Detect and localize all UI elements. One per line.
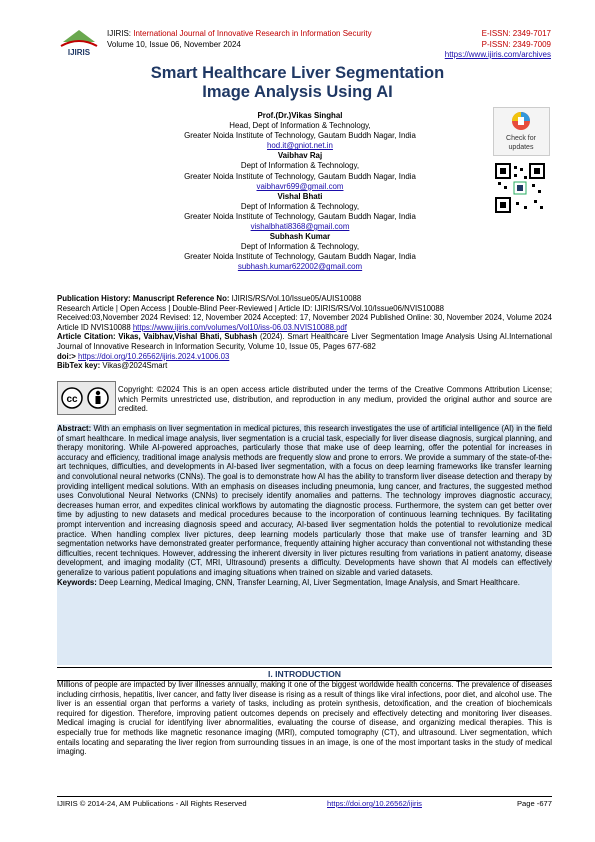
author-email[interactable]: vishalbhati8368@gmail.com <box>250 222 350 232</box>
cc-license-icon <box>57 381 116 415</box>
author-email[interactable]: subhash.kumar622002@gmail.com <box>237 262 363 272</box>
dates-link[interactable]: https://www.ijiris.com/volumes/Vol10/iss-06.03.NVIS10088.pdf <box>132 322 347 332</box>
eissn: E-ISSN: 2349-7017 <box>481 29 551 38</box>
journal-short: IJIRIS: <box>107 29 132 38</box>
author-block <box>150 192 450 232</box>
footer-copyright: IJIRIS © 2014-24, AM Publications - All Rights Reserved <box>57 799 247 808</box>
author-dept: Head, Dept of Information & Technology, <box>229 121 371 131</box>
bibtex-value: Vikas@2024Smart <box>102 361 168 371</box>
author-dept: Dept of Information & Technology, <box>240 201 360 211</box>
history-value: IJIRIS/RS/Vol.10/Issue05/AUIS10088 <box>231 294 362 303</box>
author-list <box>150 111 450 273</box>
bibtex-label: BibTex key: <box>57 361 101 371</box>
author-dept: Dept of Information & Technology, <box>240 161 360 171</box>
author-block <box>150 151 450 191</box>
author-affiliation: Greater Noida Institute of Technology, Gautam Buddh Nagar, India <box>184 171 416 181</box>
author-name: Vaibhav Raj <box>277 151 323 161</box>
page-number: Page -677 <box>516 799 552 808</box>
keywords-label: Keywords: <box>57 577 97 587</box>
keywords-text: Deep Learning, Medical Imaging, CNN, Transfer Learning, AI, Liver Segmentation, Image Analysis, and Smart Healthcare. <box>99 577 520 587</box>
journal-name: International Journal of Innovative Research in Information Security <box>133 29 372 38</box>
author-name: Vishal Bhati <box>277 191 323 201</box>
citation-label: Article Citation: Vikas, Vaibhav,Vishal Bhati, Subhash <box>57 332 258 342</box>
author-name: Subhash Kumar <box>269 232 331 242</box>
copyright-text: Copyright: ©2024 This is an open access article distributed under the terms of the Creative Commons Attribution License; which Permits unrestricted use, distribution, and reproduction in any medium, provided the original author and source are credited. <box>118 385 552 414</box>
author-name: Prof.(Dr.)Vikas Singhal <box>257 111 343 120</box>
abstract <box>57 424 552 587</box>
qr-code-icon <box>494 162 546 214</box>
author-affiliation: Greater Noida Institute of Technology, Gautam Buddh Nagar, India <box>184 211 416 221</box>
author-email[interactable]: vaibhavr699@gmail.com <box>256 181 344 191</box>
check-for-updates-badge[interactable] <box>493 107 550 156</box>
title-line-2: Image Analysis Using AI <box>202 83 393 101</box>
svg-text:cc: cc <box>66 394 78 405</box>
citation-text: (2024). Smart Healthcare Liver Segmentation Image Analysis Using AI.International Journal of Innovative Research in Information Security, Volume 10, Issue 05, Pages 677-682 <box>57 332 552 351</box>
author-affiliation: Greater Noida Institute of Technology, Gautam Buddh Nagar, India <box>184 252 416 262</box>
svg-text:updates: updates <box>508 144 534 151</box>
author-block <box>150 111 450 151</box>
title-line-1: Smart Healthcare Liver Segmentation <box>150 64 445 82</box>
author-dept: Dept of Information & Technology, <box>240 242 360 252</box>
author-email[interactable]: hod.it@gniot.net.in <box>267 141 333 151</box>
author-block <box>150 232 450 272</box>
journal-header <box>107 29 372 50</box>
paper-title <box>90 64 505 102</box>
doi-label: doi:> <box>57 351 76 361</box>
research-line: Research Article | Open Access | Double-Blind Peer-Reviewed | Article ID: IJIRIS/RS/Vol.10/Issue06/NVIS10088 <box>57 303 445 313</box>
issn-block <box>445 29 551 61</box>
pissn: P-ISSN: 2349-7009 <box>481 39 551 49</box>
journal-logo <box>57 24 101 58</box>
footer-link[interactable]: https://doi.org/10.26562/ijiris <box>327 799 422 808</box>
section-title-introduction: I. INTRODUCTION <box>57 667 552 681</box>
page-footer <box>57 796 552 808</box>
publication-meta <box>57 294 552 371</box>
history-label: Publication History: Manuscript Reference No: <box>57 294 230 303</box>
svg-text:IJIRIS: IJIRIS <box>67 48 91 57</box>
abstract-label: Abstract: <box>57 424 92 433</box>
doi-link[interactable]: https://doi.org/10.26562/ijiris.2024.v1006.03 <box>78 351 230 361</box>
svg-text:Check for: Check for <box>506 135 536 142</box>
abstract-text: With an emphasis on liver segmentation in medical pictures, this research investigates the use of artificial intelligence (AI) in the field of smart healthcare. In medical image analysis, liver segmentation is a crucial task, especially for liver disease diagnosis, surgical planning, and therapy monitoring. While AI-powered approaches, particularly those that make use of deep learning, offer the potential for increases in accuracy and efficiency, traditional image analysis methods are frequently slow and prone to errors. We provide a summary of the state-of-the-art techniques, difficulties, and developments in AI-based liver segmentation, with a focus on deep learning frameworks like transfer learning and convolutional neural networks (CNNs). The goal is to demonstrate how AI has the ability to transform liver disease detection and therapy by providing intelligent medical solutions. With an emphasis on diseases including pneumonia, lung cancer, and fractures, the suggested method uses Convolutional Neural Networks (CNNs) to precisely identify anomalies and patterns. The technology improves diagnostic accuracy, decreases human error, and expedites clinical workflows by automating the diagnostic process. Furthermore, the system can get better over time by adjusting to new datasets and medical procedures because to the incorporation of continuous learning techniques. By facilitating prompt intervention and increasing diagnosis speed and accuracy, AI-based liver segmentation holds the potential to revolutionize medical practice. When handling complex liver pictures, deep learning models particularly those that make use of transfer learning and 3D segmentation networks have demonstrated greater performance, frequently attaining higher accuracy than conventional not withstanding these difficulties, recent techniques. However, addressing the inherent diversity in liver pictures resulting from variations in patient anatomy, disease development, and imaging modality (CT, MRI, Ultrasound) presents a difficulty. Developments have shown that AI models can effectively generalize to various patient populations and imaging situations when trained on sizable and varied datasets. <box>57 424 552 577</box>
introduction-text: Millions of people are impacted by liver illnesses annually, making it one of the biggest worldwide health concerns. The prevalence of diseases including cirrhosis, hepatitis, liver cancer, and fatty liver disease is rising as a result of things like viral infections, poor diet, and alcohol use. The liver is an essential organ that performs a variety of tasks, including as protein synthesis, detoxification, and the creation of biochemicals required for digestion. Therefore, improving patient outcomes depends on precisely and effectively detecting and monitoring liver diseases. Medical imaging is crucial for identifying liver abnormalities, evaluating the course of disease, and organizing medical therapies. This is especially true for methods like magnetic resonance imaging (MRI), computed tomography (CT), and ultrasound. Liver segmentation, which entails locating and separating the liver region from surrounding tissues in an image, is one of the most important tasks in the study of medical imaging. <box>57 680 552 757</box>
author-affiliation: Greater Noida Institute of Technology, Gautam Buddh Nagar, India <box>184 131 416 141</box>
volume-line: Volume 10, Issue 06, November 2024 <box>107 39 241 49</box>
archives-link[interactable]: https://www.ijiris.com/archives <box>444 50 551 59</box>
dates-line: Received:03,November 2024 Revised: 12, November 2024 Accepted: 17, November 2024 Published Online: 30, November 2024, Volume 2024 Article ID NVIS10088 <box>57 313 552 332</box>
